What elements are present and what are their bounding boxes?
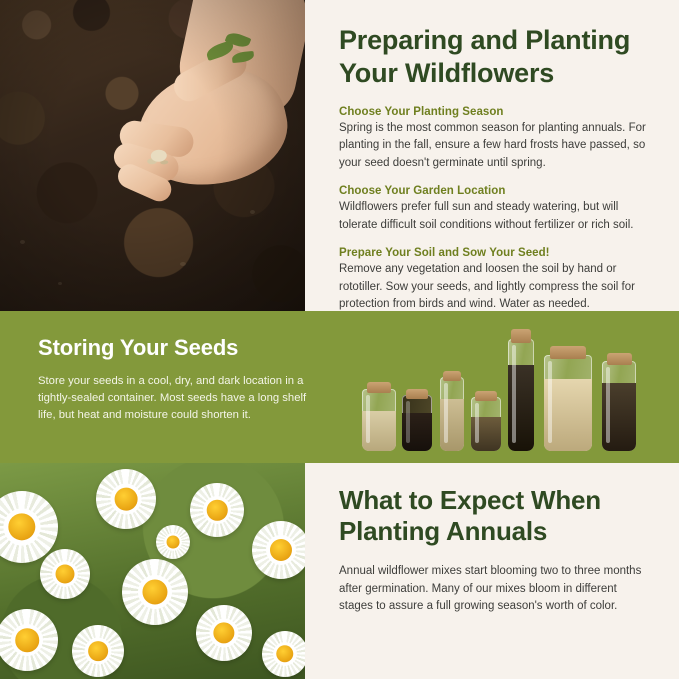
daisy-center	[15, 628, 39, 652]
seed-jars-photo	[340, 311, 679, 463]
section-2-text-column	[0, 311, 340, 463]
body-prepare-soil: Remove any vegetation and loosen the soil by hand or rototiller. Sow your seeds, and lightly compress the soil for protection from birds and wind. Water as needed.	[339, 263, 635, 311]
subhead-prepare-soil: Prepare Your Soil and Sow Your Seed!	[339, 247, 550, 260]
jar-glint	[366, 395, 370, 443]
jar-cork	[367, 382, 391, 393]
daisy-flower	[196, 605, 252, 661]
jar-cork	[511, 329, 531, 343]
photo-vignette	[0, 0, 305, 311]
section-2-body: Store your seeds in a cool, dry, and dark location in a tightly-sealed container. Most seeds have a long shelf life, but heat and moisture could shorten it.	[38, 375, 307, 421]
seed-jar	[508, 339, 534, 451]
section-what-to-expect	[0, 463, 679, 679]
daisy-center	[270, 539, 292, 561]
jar-cork	[443, 371, 461, 381]
daisy-flower	[252, 521, 305, 579]
jar-cork	[607, 353, 632, 365]
daisy-flower	[40, 549, 90, 599]
subhead-planting-season: Choose Your Planting Season	[339, 105, 504, 118]
daisy-flower	[262, 631, 305, 677]
section-2-title: Storing Your Seeds	[38, 335, 239, 360]
section-storing-your-seeds	[0, 311, 679, 463]
jar-cork	[550, 346, 586, 359]
seed-sowing-photo	[0, 0, 305, 311]
daisy-center	[142, 579, 167, 604]
subhead-garden-location: Choose Your Garden Location	[339, 185, 506, 198]
jar-cork	[406, 389, 428, 399]
seed-jar	[402, 395, 432, 451]
seed-jar	[440, 377, 464, 451]
daisy-flower	[156, 525, 190, 559]
section-1-text-column	[305, 0, 679, 311]
section-3-body: Annual wildflower mixes start blooming two to three months after germination. Many of our mixes bloom in different stages to assure a full growing season's worth of color.	[339, 565, 642, 613]
section-preparing-and-planting	[0, 0, 679, 311]
daisy-center	[207, 500, 228, 521]
daisy-flower	[122, 559, 188, 625]
jar-glint	[444, 383, 448, 443]
daisy-field-photo	[0, 463, 305, 679]
jar-glint	[406, 401, 410, 443]
daisy-flower	[190, 483, 244, 537]
daisy-center	[115, 488, 138, 511]
seed-jar	[362, 389, 396, 451]
daisy-flower	[96, 469, 156, 529]
body-garden-location: Wildflowers prefer full sun and steady watering, but will tolerate difficult soil conditions without fertilizer or rich soil.	[339, 201, 634, 231]
seed-jar	[471, 397, 501, 451]
section-1-title: Preparing and Planting Your Wildflowers	[339, 25, 631, 88]
daisy-flower	[72, 625, 124, 677]
jar-glint	[512, 345, 516, 443]
section-3-text-column	[305, 463, 679, 679]
daisy-center	[167, 536, 180, 549]
jar-glint	[606, 367, 610, 443]
daisy-center	[88, 641, 108, 661]
jar-cork	[475, 391, 497, 401]
daisy-center	[56, 565, 75, 584]
body-planting-season: Spring is the most common season for planting annuals. For planting in the fall, ensure a few hard frosts have passed, so your seed doesn't germinate until spring.	[339, 121, 646, 169]
section-3-title: What to Expect When Planting Annuals	[339, 485, 601, 547]
seed-jar	[544, 355, 592, 451]
jar-glint	[475, 403, 479, 443]
seed-jar	[602, 361, 636, 451]
jar-glint	[548, 361, 552, 443]
